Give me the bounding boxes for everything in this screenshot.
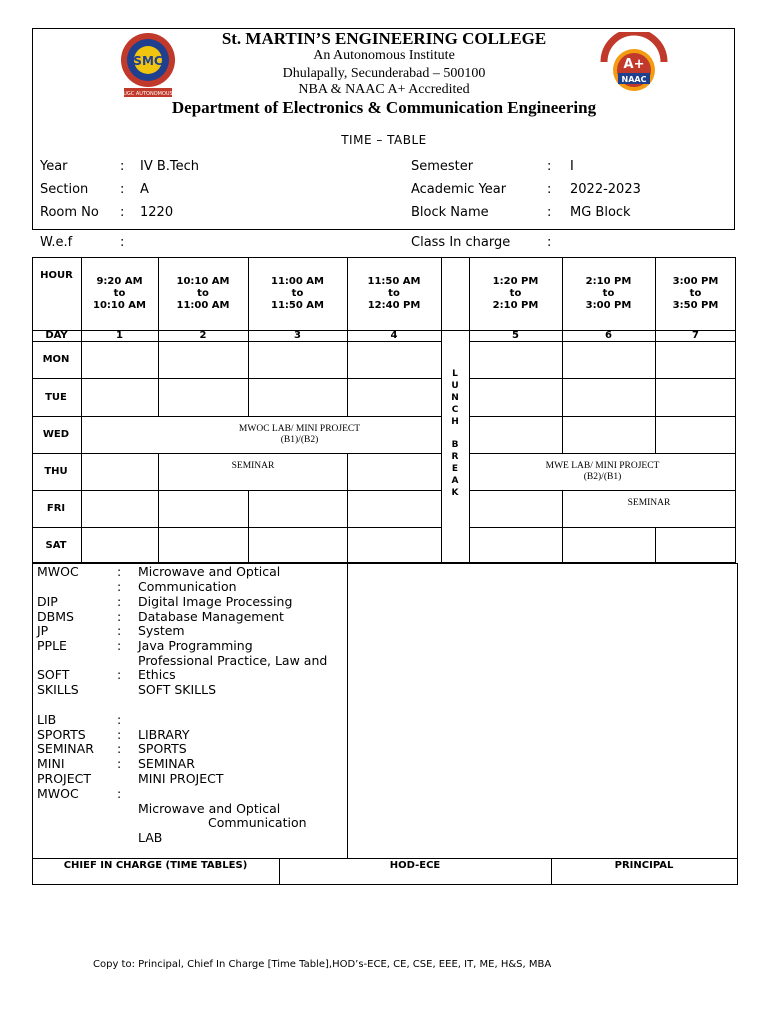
hod-signature: HOD-ECE [389,860,441,871]
legend-abbr: DIP [37,594,58,609]
svg-text:SMC: SMC [133,54,163,68]
legend-text: SEMINAR [138,756,195,771]
chief-in-charge-signature: CHIEF IN CHARGE (TIME TABLES) [63,860,248,871]
slot-number: 2 [199,330,207,341]
naac-grade: A+ [623,57,645,72]
legend-text: System [138,623,185,638]
legend-abbr: MINI [37,756,65,771]
slot-number: 7 [692,330,699,341]
legend-colon: : [117,741,122,756]
legend-colon: : [117,623,122,638]
legend-abbr: DBMS [37,609,74,624]
lunch-letter: L [452,369,458,379]
wef-label: W.e.f [40,235,73,250]
legend-abbr: PROJECT [37,771,92,786]
legend-colon: : [117,786,122,801]
legend-text: Microwave and Optical [138,801,281,816]
lunch-letter: R [451,452,459,462]
lunch-letter: N [451,393,459,403]
hour-label: HOUR [40,270,73,281]
semester-value: I [570,159,574,174]
slot-number: 3 [294,330,301,341]
logo-left-caption: UGC AUTONOMOUS [123,91,173,97]
page-title: TIME – TABLE [341,133,427,147]
legend-abbr: PPLE [37,638,67,653]
legend-text: Ethics [138,667,176,682]
legend-colon: : [117,756,122,771]
legend-text: Communication [138,579,237,594]
room-label: Room No [40,205,99,220]
slot-5-time: 1:20 PM to 2:10 PM [492,276,539,311]
day-tue: TUE [45,392,67,403]
colon: : [547,235,552,250]
year-label: Year [40,159,68,174]
thu-seminar: SEMINAR [231,461,275,471]
legend-colon: : [117,579,122,594]
colon: : [120,159,125,174]
year-value: IV B.Tech [140,159,200,174]
block-value: MG Block [570,205,631,220]
legend-text: Communication [208,815,307,830]
legend-text: LAB [138,830,163,845]
legend-text: Java Programming [138,638,253,653]
accreditation: NBA & NAAC A+ Accredited [298,82,470,97]
block-label: Block Name [411,205,489,220]
legend-colon: : [117,609,122,624]
slot-number: 1 [116,330,123,341]
day-fri: FRI [46,503,66,514]
college-address: Dhulapally, Secunderabad – 500100 [282,66,486,81]
slot-3-time: 11:00 AM to 11:50 AM [270,276,324,311]
colon: : [547,205,552,220]
legend-abbr: SPORTS [37,727,86,742]
department-name: Department of Electronics & Communication Engineering [171,98,597,117]
legend-colon: : [117,712,122,727]
lunch-letter: U [451,381,459,391]
class-incharge-label: Class In charge [411,235,511,250]
legend-abbr: LIB [37,712,57,727]
thu-lab-session: MWE LAB/ MINI PROJECT (B2)/(B1) [545,461,660,482]
legend-text: SPORTS [138,741,187,756]
legend-text: Database Management [138,609,284,624]
slot-number: 6 [605,330,612,341]
slot-number: 5 [512,330,519,341]
legend-text: MINI PROJECT [138,771,224,786]
legend-abbr: MWOC [37,564,79,579]
lunch-letter: C [451,405,459,415]
slot-2-time: 10:10 AM to 11:00 AM [176,276,230,311]
legend-text: LIBRARY [138,727,190,742]
slot-7-time: 3:00 PM to 3:50 PM [672,276,719,311]
lunch-letter: A [451,476,459,486]
wed-lab-session: MWOC LAB/ MINI PROJECT (B1)/(B2) [238,424,361,445]
legend-colon: : [117,667,122,682]
lunch-letter: K [451,488,459,498]
legend-text: SOFT SKILLS [138,682,217,697]
day-sat: SAT [45,540,67,551]
legend-abbr: MWOC [37,786,79,801]
colon: : [120,205,125,220]
slot-number: 4 [390,330,398,341]
naac-text: NAAC [621,75,647,84]
copy-to-line: Copy to: Principal, Chief In Charge [Time Table],HOD’s-ECE, CE, CSE, EEE, IT, ME, H&S, MBA [93,959,552,970]
legend-colon: : [117,727,122,742]
day-thu: THU [44,466,68,477]
fri-seminar: SEMINAR [627,498,671,508]
colon: : [120,182,125,197]
legend-colon: : [117,594,122,609]
college-name: St. MARTIN’S ENGINEERING COLLEGE [221,29,547,48]
legend-text: Professional Practice, Law and [138,653,328,668]
academic-year-value: 2022-2023 [570,182,641,197]
day-mon: MON [42,354,70,365]
section-label: Section [40,182,89,197]
slot-6-time: 2:10 PM to 3:00 PM [585,276,632,311]
legend-text: Digital Image Processing [138,594,293,609]
principal-signature: PRINCIPAL [614,860,674,871]
semester-label: Semester [411,159,474,174]
legend-abbr: SEMINAR [37,741,94,756]
lunch-letter: B [451,440,459,450]
room-value: 1220 [140,205,174,220]
lunch-letter: H [451,417,459,427]
slot-1-time: 9:20 AM to 10:10 AM [92,276,146,311]
legend-abbr: SOFT [37,667,70,682]
colon: : [120,235,125,250]
day-wed: WED [42,429,70,440]
colon: : [547,182,552,197]
legend-abbr: JP [37,623,49,638]
legend-colon: : [117,564,122,579]
slot-4-time: 11:50 AM to 12:40 PM [367,276,421,311]
legend-text: Microwave and Optical [138,564,281,579]
academic-year-label: Academic Year [411,182,507,197]
section-value: A [140,182,149,197]
colon: : [547,159,552,174]
legend-colon: : [117,638,122,653]
lunch-letter: E [451,464,459,474]
day-label: DAY [45,330,68,341]
institute-subtitle: An Autonomous Institute [313,48,455,63]
legend-abbr: SKILLS [37,682,79,697]
